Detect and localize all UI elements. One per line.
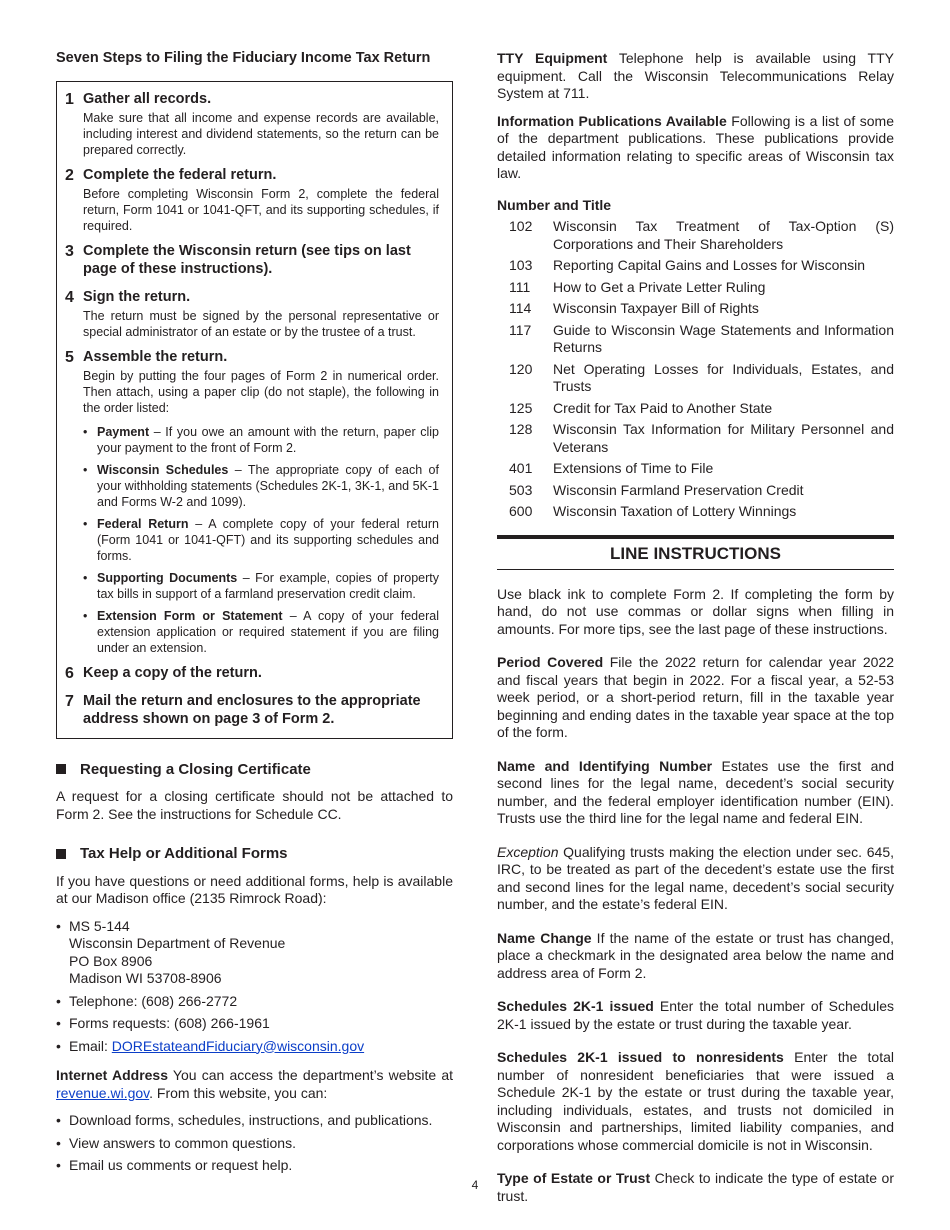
name-identifying-number-paragraph: Name and Identifying Number Estates use the first and second lines for the legal name, decedent’s social security number, and the federal employer identification number (EIN). Trusts use the third line for the legal name and federal EIN. [497, 757, 895, 826]
step-4 [65, 288, 439, 340]
publication-row: 128 Wisconsin Tax Information for Military Personnel and Veterans [509, 421, 894, 455]
period-covered-paragraph: Period Covered File the 2022 return for calendar year 2022 and fiscal years that begin in 2022. For a fiscal year, a 52-53 week period, or a short-period return, fill in the taxable year beginning and ending dates in the taxable year space at the top of the form. [497, 654, 894, 740]
step-number: 3 [65, 242, 74, 260]
list-item: • Email us comments or request help. [56, 1157, 293, 1173]
step-heading: Complete the federal return. [83, 166, 277, 183]
step-number: 4 [65, 288, 74, 306]
step-3 [65, 242, 439, 280]
step-text: The return must be signed by the personal representative or special administrator of an estate or by the trustee of a trust. [83, 308, 439, 339]
step-heading: Mail the return and enclosures to the appropriate address shown on page 3 of Form 2. [83, 692, 421, 727]
step-5 [65, 348, 439, 656]
line-instructions-heading: LINE INSTRUCTIONS [497, 535, 894, 570]
publication-row: 401 Extensions of Time to File [509, 460, 714, 476]
left-column [56, 50, 453, 1187]
publication-row: 111 How to Get a Private Letter Ruling [509, 278, 766, 295]
tty-paragraph: TTY Equipment Telephone help is available using TTY equipment. Call the Wisconsin Telecommunications Relay System at 711. [497, 50, 894, 101]
name-change-paragraph: Name Change If the name of the estate or trust has changed, place a checkmark in the designated area below the name and address area of Form 2. [497, 929, 894, 981]
publication-row: 600 Wisconsin Taxation of Lottery Winnings [509, 503, 797, 519]
ink-paragraph: Use black ink to complete Form 2. If completing the form by hand, do not use commas or dollar signs when filling in amounts. For more tips, see the last page of these instructions. [497, 585, 894, 637]
tax-help-intro: If you have questions or need additional forms, help is available at our Madison office (2135 Rimrock Road): [56, 872, 453, 906]
step-number: 6 [65, 664, 74, 682]
website-link[interactable]: revenue.wi.gov [56, 1084, 150, 1101]
step-number: 2 [65, 166, 74, 184]
steps-title: Seven Steps to Filing the Fiduciary Income Tax Return [56, 50, 431, 66]
list-item: • Wisconsin Schedules – The appropriate copy of each of your withholding statements (Schedules 2K-1, 3K-1, and 5K-1 and Forms W-2 and 1099). [83, 462, 439, 509]
step-heading: Keep a copy of the return. [83, 664, 262, 681]
step-heading: Assemble the return. [83, 348, 228, 365]
list-item: • Supporting Documents – For example, copies of property tax bills in support of a farmland preservation credit claim. [83, 570, 439, 601]
step-text: Before completing Wisconsin Form 2, complete the federal return, Form 1041 or 1041-QFT, and its supporting schedules, if required. [83, 186, 439, 233]
website-features-list [56, 1112, 453, 1175]
publication-row: 114 Wisconsin Taxpayer Bill of Rights [509, 300, 759, 316]
step-text: Make sure that all income and expense records are available, including interest and dividend statements, so the return can be prepared correctly. [83, 110, 439, 157]
step-2 [65, 166, 439, 234]
step-7 [65, 692, 439, 730]
list-item: • Payment – If you owe an amount with the return, paper clip your payment to the front of Form 2. [83, 424, 439, 455]
step-number: 7 [65, 692, 74, 710]
publication-row: 103 Reporting Capital Gains and Losses for Wisconsin [509, 257, 866, 273]
square-bullet-icon [56, 849, 66, 859]
publications-heading: Number and Title [497, 196, 612, 213]
step-number: 5 [65, 348, 74, 366]
publication-row: 117 Guide to Wisconsin Wage Statements and Information Returns [509, 321, 894, 355]
list-item: • View answers to common questions. [56, 1134, 296, 1151]
email-item: • Email: DOREstateandFiduciary@wisconsin.gov [56, 1037, 365, 1054]
publication-row: 503 Wisconsin Farmland Preservation Credit [509, 481, 804, 498]
step-heading: Gather all records. [83, 90, 212, 107]
publications-list [497, 218, 894, 521]
contact-list [56, 918, 453, 1056]
exception-paragraph: Exception Qualifying trusts making the election under sec. 645, IRC, to be treated as part of the decedent’s estate use the first and second lines for the legal name, decedent’s social security number, and the estate’s federal EIN. [497, 843, 894, 912]
tax-help-heading: Tax Help or Additional Forms [56, 845, 453, 863]
publication-row: 102 Wisconsin Tax Treatment of Tax-Option (S) Corporations and Their Shareholders [509, 218, 894, 252]
info-publications-paragraph: Information Publications Available Following is a list of some of the department publications. These publications provide detailed information relating to specific areas of Wisconsin tax law. [497, 112, 894, 181]
step-6 [65, 664, 439, 684]
list-item: • Download forms, schedules, instructions, and publications. [56, 1112, 433, 1128]
telephone-item: • Telephone: (608) 266-2772 [56, 992, 238, 1009]
email-link[interactable]: DOREstateandFiduciary@wisconsin.gov [111, 1037, 365, 1054]
address-item: • MS 5-144 Wisconsin Department of Revenue PO Box 8906 Madison WI 53708-8906 [56, 917, 286, 986]
closing-certificate-text: A request for a closing certificate should not be attached to Form 2. See the instructions for Schedule CC. [56, 788, 453, 822]
right-column [497, 50, 894, 1221]
step-heading: Sign the return. [83, 288, 191, 305]
step-heading: Complete the Wisconsin return (see tips on last page of these instructions). [83, 242, 411, 277]
publication-row: 125 Credit for Tax Paid to Another State [509, 399, 773, 416]
publication-row: 120 Net Operating Losses for Individuals, Estates, and Trusts [509, 360, 894, 394]
list-item: • Federal Return – A complete copy of your federal return (Form 1041 or 1041-QFT) and its supporting schedules and forms. [83, 516, 440, 563]
internet-address-paragraph: Internet Address You can access the department’s website at revenue.wi.gov. From this website, you can: [56, 1067, 453, 1101]
step-number: 1 [65, 90, 74, 108]
square-bullet-icon [56, 764, 66, 774]
closing-certificate-heading: Requesting a Closing Certificate [56, 761, 453, 779]
schedules-2k1-paragraph: Schedules 2K-1 issued Enter the total number of Schedules 2K-1 issued by the estate or trust during the taxable year. [497, 998, 894, 1032]
step-1 [65, 90, 439, 158]
page-number: 4 [471, 1178, 479, 1192]
forms-request-item: • Forms requests: (608) 266-1961 [56, 1015, 270, 1031]
steps-box [56, 81, 453, 739]
list-item: • Extension Form or Statement – A copy of your federal extension application or required statement if you are filing under an extension. [83, 608, 439, 655]
schedules-2k1-nonresidents-paragraph: Schedules 2K-1 issued to nonresidents Enter the total number of nonresident beneficiaries that were issued a Schedule 2K-1 by the estate or trust during the taxable year, including individuals, estates, and trusts not domiciled in Wisconsin and partnerships, limited liability companies, and corporations whose commercial domicile is not in Wisconsin. [497, 1049, 894, 1153]
step-text: Begin by putting the four pages of Form 2 in numerical order. Then attach, using a paper clip (do not staple), the following in the order listed: [83, 368, 439, 415]
assemble-list [83, 424, 439, 656]
type-of-estate-paragraph: Type of Estate or Trust Check to indicate the type of estate or trust. [497, 1170, 894, 1204]
